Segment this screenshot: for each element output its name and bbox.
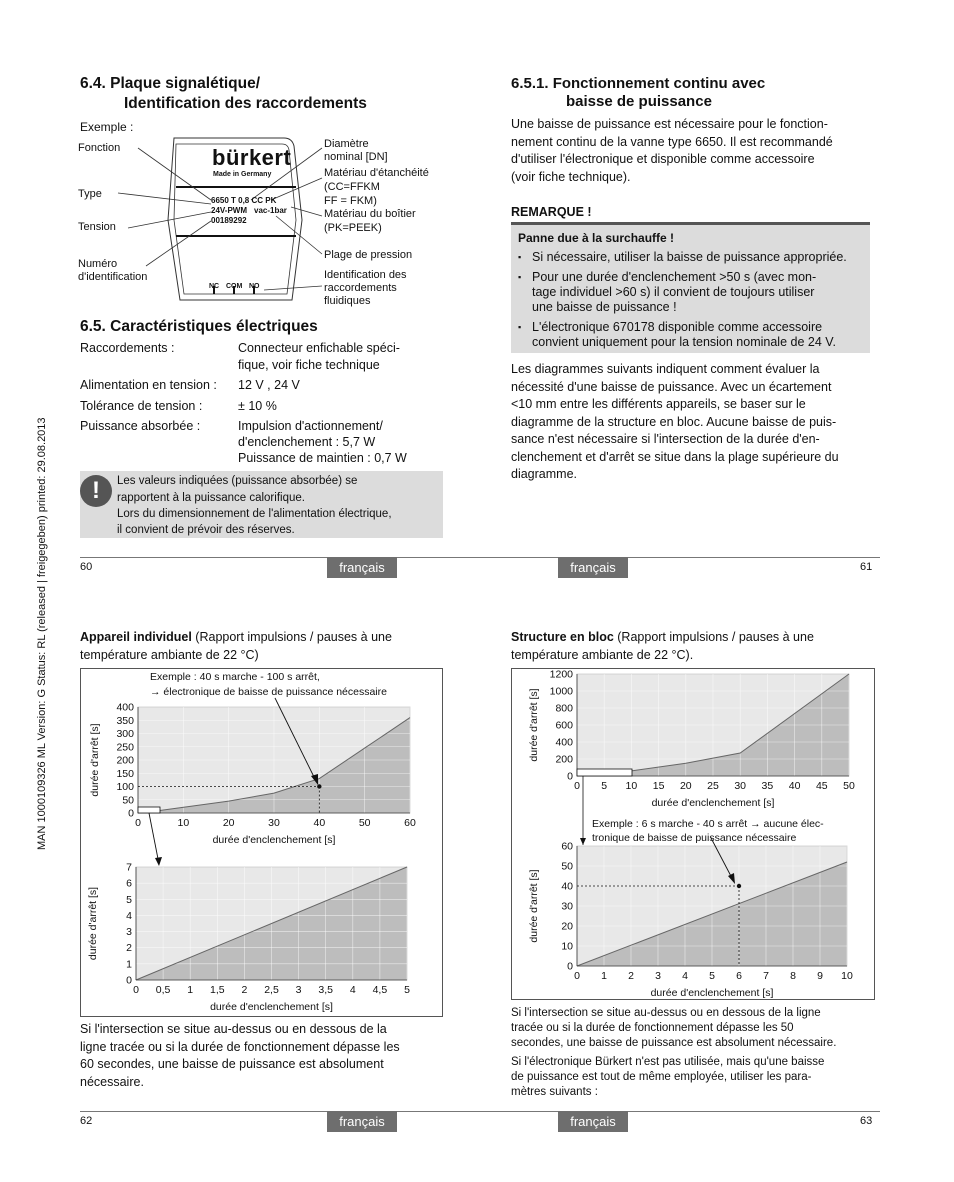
chart-bloc-zoom-ytick-4: 40 [561,880,573,893]
warning-title: Panne due à la surchauffe ! [518,231,675,245]
p62-heading-l1 [80,629,392,647]
chart-bloc-zoom-box [577,769,632,776]
p63-para1-l2: tracée ou si la durée de fonctionnement dépasse les 50 [511,1022,794,1034]
spec-key-0: Raccordements : [80,341,175,355]
chart-individuel-zoom-ytick-4: 4 [126,909,132,922]
label-fonction: Fonction [78,142,121,154]
chart-individuel-zoom-arrow [149,813,159,864]
side-print-info: MAN 1000109326 ML Version: G Status: RL (released | freigegeben) printed: 29.08.2013 [36,417,48,850]
warning-bullet-2: ▪ Pour une durée d'enclenchement >50 s (avec mon- tage individuel >60 s) il convient de toujours utiliser une baisse de puissance ! [518,270,868,315]
chart-individuel-main-ytick-5: 250 [116,741,134,754]
page-number-63: 63 [860,1115,873,1127]
chart-individuel-zoom-xtick-6: 3 [295,984,302,996]
chart-individuel-zoom-xtick-0: 0 [133,984,139,996]
p61-para2-l5: sance n'est nécessaire si l'intersection de la durée d'en- [511,432,820,446]
plate-port-no: NO [249,283,260,290]
bullet-2-l2: tage individuel >60 s) il convient de toujours utiliser [532,285,815,299]
chart-individuel-zoom-ytick-5: 5 [126,893,132,906]
chart-individuel-main-ytick-0: 0 [128,807,134,820]
chart-individuel-main-ytick-2: 100 [116,781,134,793]
label-diametre-l2: nominal [DN] [324,151,388,163]
plate-line-3: 00189292 [211,216,247,225]
chart-individuel-zoom-xtick-1: 0,5 [155,984,171,996]
chart-individuel-main-xtick-0: 0 [135,817,141,829]
chart-individuel-zoom-ytick-3: 3 [126,926,132,939]
chart-individuel-main-ytick-1: 50 [122,794,134,807]
p62-para-l1: Si l'intersection se situe au-dessus ou en dessous de la [80,1022,387,1036]
chart-bloc-annotation-l2: tronique de baisse de puissance nécessaire [592,832,797,844]
p62-para-l3: 60 secondes, une baisse de puissance est absolument [80,1057,384,1071]
lang-tab-61: français [558,557,628,578]
p62-para-l4: nécessaire. [80,1074,144,1089]
chart-bloc-main-ytick-1: 200 [555,753,573,766]
spec-val-3-l3: Puissance de maintien : 0,7 W [238,451,407,465]
p62-heading-bold: Appareil individuel [80,630,192,644]
chart-individuel-zoom-xtick-9: 4,5 [372,984,388,996]
chart-bloc-main-xtick-3: 15 [652,780,665,792]
bullet-3-l2: convient uniquement pour la tension nominale de 24 V. [532,335,836,349]
chart-bloc-zoom-xtick-8: 8 [790,970,796,982]
chart-individuel-main-xtick-3: 30 [268,817,280,829]
chart-individuel-zoom-xlabel: durée d'enclenchement [s] [210,1001,333,1013]
chart-bloc-zoom-arrowhead [580,838,586,845]
spec-key-3: Puissance absorbée : [80,419,201,433]
bullet-3-l1: L'électronique 670178 disponible comme accessoire [532,320,823,334]
label-etancheite-l3: FF = FKM) [324,195,377,207]
chart-bloc-zoom-xlabel: durée d'enclenchement [s] [650,987,774,999]
chart-bloc-main-ytick-4: 800 [555,702,573,715]
chart-individuel-zoom-xtick-4: 2 [241,984,248,996]
chart-bloc-main-xlabel: durée d'enclenchement [s] [651,797,775,809]
chart-individuel-main-xlabel: durée d'enclenchement [s] [212,834,336,846]
spec-key-2: Tolérance de tension : [80,399,203,413]
label-tension: Tension [78,221,116,233]
plate-line-2b: vac-1bar [254,206,287,215]
example-label: Exemple : [80,120,134,134]
p63-para2-l2: de puissance est tout de même employée, utiliser les para- [511,1071,812,1083]
label-diametre-l1: Diamètre [324,138,369,150]
p61-para2-l3: <10 mm entre les différents appareils, se baser sur le [511,397,806,411]
chart-bloc-main-xtick-4: 20 [679,780,692,792]
footer-rule-top [80,557,880,558]
chart-bloc-main-ytick-6: 1200 [549,668,573,681]
chart-individuel-annotation-l1: Exemple : 40 s marche - 100 s arrêt, [150,671,320,683]
chart-individuel-zoom-ytick-6: 6 [126,877,132,890]
chart-bloc-main-ytick-0: 0 [567,770,573,783]
spec-val-3-l2: d'enclenchement : 5,7 W [238,435,376,449]
chart-individuel-main-example-point [317,784,321,788]
chart-individuel-zoom-box [138,807,160,813]
page-number-60: 60 [80,561,93,573]
p63-heading-l2: température ambiante de 22 °C). [511,648,694,662]
lang-tab-62: français [327,1111,397,1132]
p61-para1-l3: d'utiliser l'électronique et disponible comme accessoire [511,152,815,166]
chart-individuel-main-ytick-4: 200 [116,754,134,767]
warning-bullets [518,250,868,350]
p61-para1-l2: nement continu de la vanne type 6650. Il est recommandé [511,134,833,149]
section-6-5-1-title-line1: 6.5.1. Fonctionnement continu avec [511,75,766,92]
note-text-l4: il convient de prévoir des réserves. [117,524,295,536]
note-text-l3: Lors du dimensionnement de l'alimentation électrique, [117,508,392,520]
plate-port-com: COM [226,283,243,290]
chart-bloc-main-ytick-2: 400 [555,736,573,749]
chart-individuel-main-xtick-1: 10 [177,817,190,829]
chart-bloc-main-xtick-1: 5 [601,780,608,792]
page-number-62: 62 [80,1115,93,1127]
chart-individuel-zoom-ytick-2: 2 [126,942,132,955]
chart-bloc-zoom-xtick-5: 5 [709,970,715,982]
p61-para2-l2: nécessité d'une baisse de puissance. Avec un écartement [511,379,832,394]
spec-val-1: 12 V , 24 V [238,378,300,392]
warning-bullet-1: ▪ Si nécessaire, utiliser la baisse de puissance appropriée. [518,250,847,264]
spec-val-2: ± 10 % [238,399,277,413]
chart-bloc-zoom-ytick-6: 60 [561,840,573,853]
chart-bloc-zoom-ytick-1: 10 [561,940,573,953]
spec-val-3-l1: Impulsion d'actionnement/ [238,419,383,433]
label-ident-l1: Identification des [324,269,407,281]
chart-individuel-zoom-xtick-2: 1 [187,984,194,996]
chart-bloc-zoom-xtick-6: 6 [736,970,742,982]
chart-bloc-main-ytick-5: 1000 [549,685,573,698]
plate-port-nc: NC [209,283,220,290]
p63-heading-bold: Structure en bloc [511,630,614,644]
chart-bloc-zoom-xtick-2: 2 [628,970,634,982]
chart-bloc-zoom-ytick-5: 50 [561,860,573,873]
p61-para1-l1: Une baisse de puissance est nécessaire pour le fonction- [511,117,828,131]
lang-tab-60: français [327,557,397,578]
chart-individuel-main-xtick-4: 40 [313,817,326,829]
chart-individuel-zoom-ylabel: durée d'arrêt [s] [87,886,99,961]
p63-heading-l1 [511,629,814,647]
chart-bloc-annotation-l1: Exemple : 6 s marche - 40 s arrêt → aucune élec- [592,818,824,830]
chart-bloc-zoom-example-point [737,884,741,888]
bullet-2-l3: une baisse de puissance ! [532,300,677,314]
chart-bloc-zoom-ytick-3: 30 [561,900,573,913]
chart-bloc-main-xtick-7: 35 [761,780,774,792]
chart-bloc-zoom-ytick-0: 0 [567,960,573,973]
chart-individuel-main-ytick-3: 150 [116,767,134,780]
bullet-1-l1: Si nécessaire, utiliser la baisse de puissance appropriée. [532,250,847,264]
p63-para1-l3: secondes, une baisse de puissance est absolument nécessaire. [511,1037,837,1049]
chart-bloc-main-xtick-9: 45 [815,780,828,792]
label-etancheite-l1: Matériau d'étanchéité [324,167,429,179]
page-number-61: 61 [860,561,873,573]
label-ident-l3: fluidiques [324,295,371,307]
chart-individuel-annotation-l2: → électronique de baisse de puissance nécessaire [150,686,387,698]
plate-brand-logo: bürkert [212,145,292,170]
section-6-4-title-line1: 6.4. Plaque signalétique/ [80,75,261,92]
label-plage-pression: Plage de pression [324,249,413,261]
chart-individuel-main-xtick-5: 50 [358,817,371,829]
chart-bloc-zoom-xtick-1: 1 [601,970,607,982]
label-boitier-l1: Matériau du boîtier [324,208,416,220]
warning-bullet-3: ▪ L'électronique 670178 disponible comme accessoire convient uniquement pour la tension nominale de 24 V. [518,320,868,350]
chart-bloc-main-ytick-3: 600 [555,719,573,732]
chart-bloc-main-xtick-8: 40 [788,780,801,792]
chart-bloc-zoom-xtick-10: 10 [841,970,853,982]
chart-individuel-main-ytick-8: 400 [116,701,134,714]
p62-heading-rest: (Rapport impulsions / pauses à une [191,630,392,644]
chart-bloc-main-ylabel: durée d'arrêt [s] [528,688,540,762]
note-text-l1: Les valeurs indiquées (puissance absorbée) se [117,475,358,487]
p63-heading-rest: (Rapport impulsions / pauses à une [613,630,814,644]
spec-val-0-l1: Connecteur enfichable spéci- [238,341,400,355]
remarque-heading: REMARQUE ! [511,205,592,219]
chart-bloc-main-xtick-0: 0 [574,780,580,792]
p63-para2-l3: mètres suivants : [511,1086,598,1098]
chart-individuel-zoom-ytick-1: 1 [126,958,132,971]
chart-individuel-zoom-arrowhead [155,857,162,866]
chart-bloc-zoom-ytick-2: 20 [561,920,573,933]
spec-key-1: Alimentation en tension : [80,378,217,392]
chart-individuel-main-xtick-2: 20 [222,817,235,829]
p61-para2-l4: diagramme de la structure en bloc. Aucune baisse de puis- [511,414,837,429]
label-numero-l2: d'identification [78,271,148,283]
section-6-5-title: 6.5. Caractéristiques électriques [80,318,318,335]
chart-individuel-zoom-ytick-0: 0 [126,974,132,987]
p62-para-l2: ligne tracée ou si la durée de fonctionnement dépasse les [80,1039,400,1054]
p63-para1-l1: Si l'intersection se situe au-dessus ou en dessous de la ligne [511,1007,821,1019]
p63-para2-l1: Si l'électronique Bürkert n'est pas utilisée, mais qu'une baisse [511,1056,825,1068]
plate-line-2a: 24V-PWM [211,206,248,215]
bullet-2-l1: Pour une durée d'enclenchement >50 s (avec mon- [532,270,817,284]
chart-individuel-zoom-xtick-3: 1,5 [209,984,225,996]
chart-bloc-zoom-xtick-9: 9 [817,970,823,982]
label-numero-l1: Numéro [78,258,118,270]
chart-individuel-zoom-xtick-7: 3,5 [318,984,334,996]
chart-individuel-zoom-xtick-8: 4 [349,984,356,996]
section-6-4-title-line2: Identification des raccordements [124,95,367,112]
label-boitier-l2: (PK=PEEK) [324,222,382,234]
chart-individuel-main-xtick-6: 60 [404,817,416,829]
chart-bloc-zoom-ylabel: durée d'arrêt [s] [528,869,540,943]
chart-individuel-main-ytick-6: 300 [116,728,134,740]
p61-para2-l6: clenchement et d'arrêt se situe dans la plage supérieure du [511,449,839,464]
chart-bloc-zoom-xtick-3: 3 [655,970,661,982]
chart-bloc-zoom-xtick-0: 0 [574,970,580,982]
chart-individuel-zoom-ytick-7: 7 [126,861,132,874]
chart-individuel-svg [80,668,443,1017]
plate-line-1: 6650 T 0,8 CC PK [211,196,277,205]
chart-bloc-main-xtick-2: 10 [625,780,638,792]
chart-individuel-main-ylabel: durée d'arrêt [s] [89,723,101,797]
chart-bloc-zoom-xtick-4: 4 [682,970,688,982]
chart-bloc-main-xtick-10: 50 [843,780,855,792]
chart-individuel-zoom-xtick-5: 2,5 [264,984,279,996]
chart-bloc-main-xtick-5: 25 [707,780,719,792]
chart-individuel-zoom-xtick-10: 5 [404,984,410,996]
p61-para1-l4: (voir fiche technique). [511,169,631,184]
note-text-l2: rapportent à la puissance calorifique. [117,491,305,504]
label-ident-l2: raccordements [324,282,397,294]
p61-para2-l7: diagramme. [511,467,577,481]
footer-rule-bottom [80,1111,880,1112]
chart-bloc-main-xtick-6: 30 [734,780,747,792]
chart-bloc-svg [511,668,875,1000]
chart-bloc-zoom-xtick-7: 7 [763,970,769,982]
section-6-5-1-title-line2: baisse de puissance [566,93,712,110]
warning-exclamation-icon: ! [80,475,112,507]
spec-val-0-l2: fique, voir fiche technique [238,358,380,372]
p62-heading-l2: température ambiante de 22 °C) [80,648,259,662]
label-type: Type [78,188,102,200]
chart-individuel-main-ytick-7: 350 [116,714,134,727]
p61-para2-l1: Les diagrammes suivants indiquent comment évaluer la [511,362,820,376]
label-etancheite-l2: (CC=FFKM [324,181,380,193]
plate-made-in: Made in Germany [213,171,272,178]
lang-tab-63: français [558,1111,628,1132]
